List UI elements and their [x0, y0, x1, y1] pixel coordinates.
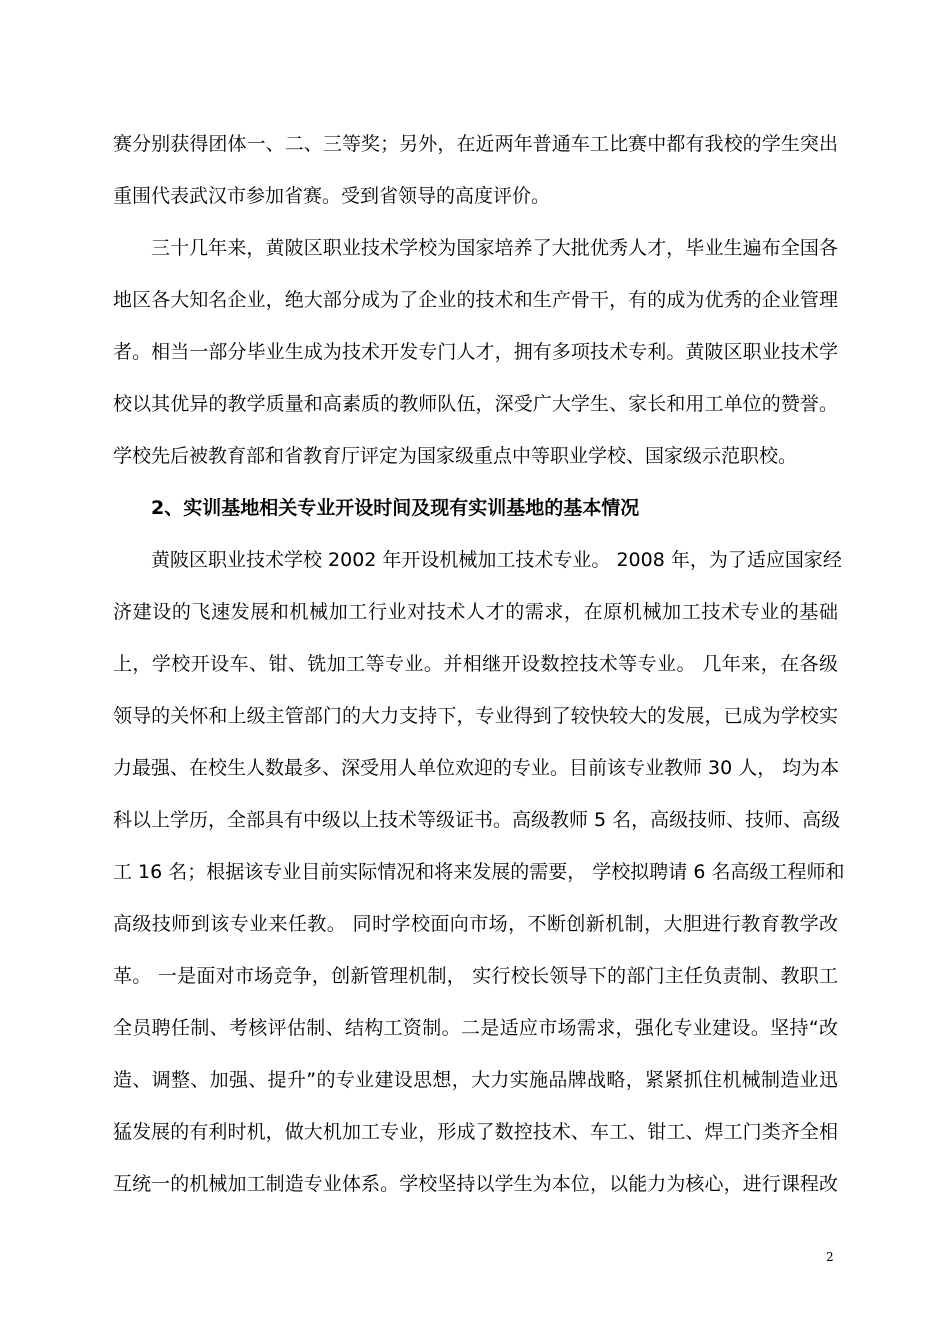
text-line: 革。 一是面对市场竞争，创新管理机制， 实行校长领导下的部门主任负责制、教职工	[113, 965, 838, 987]
text-line: 地区各大知名企业，绝大部分成为了企业的技术和生产骨干，有的成为优秀的企业管理	[113, 289, 838, 311]
text-line: 学校先后被教育部和省教育厅评定为国家级重点中等职业学校、国家级示范职校。	[113, 445, 798, 467]
text-line: 力最强、在校生人数最多、深受用人单位欢迎的专业。目前该专业教师 30 人， 均为本	[113, 757, 840, 779]
text-line: 全员聘任制、考核评估制、结构工资制。二是适应市场需求，强化专业建设。坚持“改	[113, 1017, 838, 1039]
section-heading: 2、实训基地相关专业开设时间及现有实训基地的基本情况	[151, 497, 640, 519]
text-line: 高级技师到该专业来任教。 同时学校面向市场，不断创新机制，大胆进行教育教学改	[113, 913, 838, 935]
text-line: 领导的关怀和上级主管部门的大力支持下，专业得到了较快较大的发展，已成为学校实	[113, 705, 838, 727]
text-line: 猛发展的有利时机，做大机加工专业，形成了数控技术、车工、钳工、焊工门类齐全相	[113, 1121, 838, 1143]
text-line: 者。相当一部分毕业生成为技术开发专门人才，拥有多项技术专利。黄陂区职业技术学	[113, 341, 838, 363]
text-line: 工 16 名；根据该专业目前实际情况和将来发展的需要， 学校拟聘请 6 名高级工程师和	[113, 861, 845, 883]
text-line: 上，学校开设车、钳、铣加工等专业。并相继开设数控技术等专业。 几年来，在各级	[113, 653, 838, 675]
text-line: 互统一的机械加工制造专业体系。学校坚持以学生为本位，以能力为核心，进行课程改	[113, 1173, 838, 1195]
text-line: 济建设的飞速发展和机械加工行业对技术人才的需求，在原机械加工技术专业的基础	[113, 601, 838, 623]
text-line: 造、调整、加强、提升”的专业建设思想，大力实施品牌战略，紧紧抓住机械制造业迅	[113, 1069, 838, 1091]
text-line: 黄陂区职业技术学校 2002 年开设机械加工技术专业。 2008 年，为了适应国家经	[151, 549, 842, 571]
text-line: 重围代表武汉市参加省赛。受到省领导的高度评价。	[113, 185, 551, 207]
text-line: 校以其优异的教学质量和高素质的教师队伍，深受广大学生、家长和用工单位的赞誉。	[113, 393, 838, 415]
page-number: 2	[826, 1250, 834, 1264]
text-line: 三十几年来，黄陂区职业技术学校为国家培养了大批优秀人才，毕业生遍布全国各	[151, 237, 838, 259]
text-line: 科以上学历，全部具有中级以上技术等级证书。高级教师 5 名，高级技师、技师、高级	[113, 809, 841, 831]
text-line: 赛分别获得团体一、二、三等奖；另外，在近两年普通车工比赛中都有我校的学生突出	[113, 133, 838, 155]
